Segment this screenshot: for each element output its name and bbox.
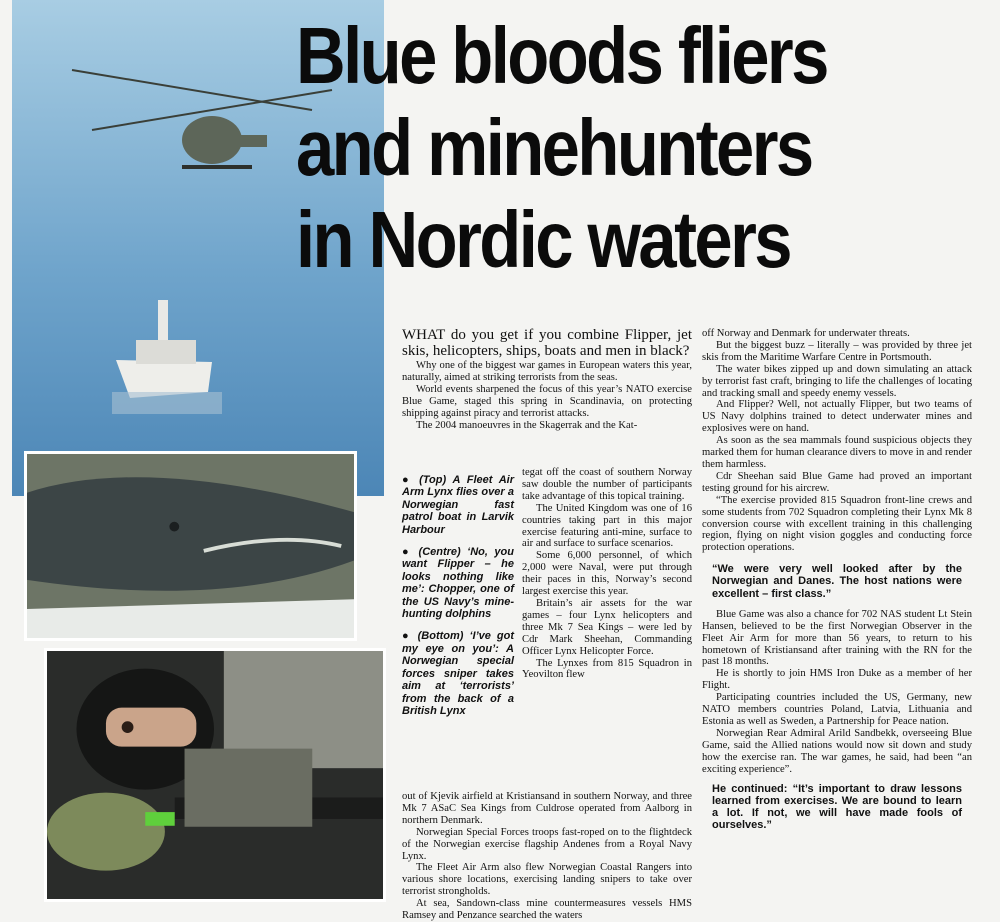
body-paragraph: The United Kingdom was one of 16 countries taking part in this major exercise featuring anti-mine, surface to air and surface to surface scenarios.	[522, 502, 692, 550]
body-paragraph: He is shortly to join HMS Iron Duke as a member of her Flight.	[702, 668, 972, 692]
body-paragraph: Britain’s air assets for the war games – four Lynx helicopters and three Mk 7 Sea Kings – were led by Cdr Mark Sheehan, Commanding Officer Lynx Helicopter Force.	[522, 597, 692, 657]
headline	[296, 10, 898, 286]
body-paragraph: The Lynxes from 815 Squadron in Yeovilton flew	[522, 657, 692, 681]
headline-line-2: and minehunters	[296, 103, 812, 192]
body-paragraph: But the biggest buzz – literally – was provided by three jet skis from the Maritime Warfare Centre in Portsmouth.	[702, 339, 972, 363]
body-paragraph: Why one of the biggest war games in European waters this year, naturally, aimed at striking terrorists from the seas.	[402, 360, 692, 384]
body-paragraph: Cdr Sheehan said Blue Game had proved an important testing ground for his aircrew.	[702, 470, 972, 494]
pull-quote: “We were very well looked after by the Norwegian and Danes. The host nations were excellent – first class.”	[712, 563, 962, 600]
photo-sniper-in-lynx	[44, 648, 386, 902]
article-column-1-narrow	[522, 467, 692, 681]
headline-line-3: in Nordic waters	[296, 195, 790, 284]
caption-top: ● (Top) A Fleet Air Arm Lynx flies over a Norwegian fast patrol boat in Larvik Harbour	[402, 474, 514, 536]
body-paragraph: Some 6,000 personnel, of which 2,000 were Naval, were put through their paces in this, Norway’s second largest exercise this year.	[522, 550, 692, 598]
body-paragraph: Norwegian Special Forces troops fast-roped on to the flightdeck of the Norwegian exercise flagship Andenes from a Royal Navy Lynx.	[402, 826, 692, 862]
article-column-1-top	[402, 328, 692, 432]
body-paragraph: World events sharpened the focus of this year’s NATO exercise Blue Game, staged this spring in Scandinavia, on protecting shipping against piracy and terrorist attacks.	[402, 384, 692, 419]
body-paragraph: And Flipper? Well, not actually Flipper, but two teams of US Navy dolphins trained to detect underwater mines and explosives were on hand.	[702, 399, 972, 435]
body-paragraph: tegat off the coast of southern Norway saw double the number of participants take advantage of this topical training.	[522, 467, 692, 502]
body-paragraph: As soon as the sea mammals found suspicious objects they marked them for human clearance divers to move in and render them harmless.	[702, 435, 972, 470]
body-paragraph: The Fleet Air Arm also flew Norwegian Coastal Rangers into various shore locations, exercising landing snipers to take over terrorist strongholds.	[402, 862, 692, 898]
body-paragraph: Participating countries included the US, Germany, new NATO members countries Poland, Latvia, Lithuania and Estonia as well as Sweden, a Partnership for Peace nation.	[702, 692, 972, 727]
body-paragraph: The water bikes zipped up and down simulating an attack by terrorist fast craft, bringing to life the challenges of locating and tracking small and speedy enemy vessels.	[702, 363, 972, 399]
body-paragraph: At sea, Sandown-class mine countermeasures vessels HMS Ramsey and Penzance searched the waters	[402, 898, 692, 922]
lead-paragraph: WHAT do you get if you combine Flipper, jet skis, helicopters, ships, boats and men in black?	[402, 327, 692, 359]
article-column-2	[702, 328, 972, 840]
photo-dolphin	[24, 451, 357, 641]
body-paragraph: Norwegian Rear Admiral Arild Sandbekk, overseeing Blue Game, said the Allied nations would now sit down and study how the exercise ran. The war games, he said, had been “an exciting experience”.	[702, 727, 972, 775]
article-column-1-bottom	[402, 791, 692, 922]
body-paragraph: off Norway and Denmark for underwater threats.	[702, 328, 910, 339]
body-paragraph: The 2004 manoeuvres in the Skagerrak and the Kat-	[416, 419, 638, 431]
caption-bottom: ● (Bottom) ‘I’ve got my eye on you’: A Norwegian special forces sniper takes aim at ‘terrorists’ from the back of a British Lynx	[402, 630, 514, 717]
body-paragraph: Blue Game was also a chance for 702 NAS student Lt Stein Hansen, believed to be the first Norwegian Observer in the Fleet Air Arm for more than 56 years, to return to his hometown of Kristiansand after training with the RN for the past 18 months.	[702, 608, 972, 668]
body-paragraph: “The exercise provided 815 Squadron front-line crews and some students from 702 Squadron completing their Lynx Mk 8 conversion course with excellent training in this challenging region, flying on night vision goggles and conducting force protection operations.	[702, 494, 972, 554]
pull-quote: He continued: “It’s important to draw lessons learned from exercises. We are bound to learn a lot. If not, we will have made fools of ourselves.”	[712, 782, 962, 832]
body-paragraph: out of Kjevik airfield at Kristiansand in southern Norway, and three Mk 7 ASaC Sea Kings from Culdrose operated from Aalborg in northern Denmark.	[402, 791, 692, 826]
photo-captions	[402, 474, 514, 727]
headline-line-1: Blue bloods fliers	[296, 11, 827, 100]
caption-centre: ● (Centre) ‘No, you want Flipper – he looks nothing like me’: Chopper, one of the US Navy’s mine-hunting dolphins	[402, 546, 514, 621]
